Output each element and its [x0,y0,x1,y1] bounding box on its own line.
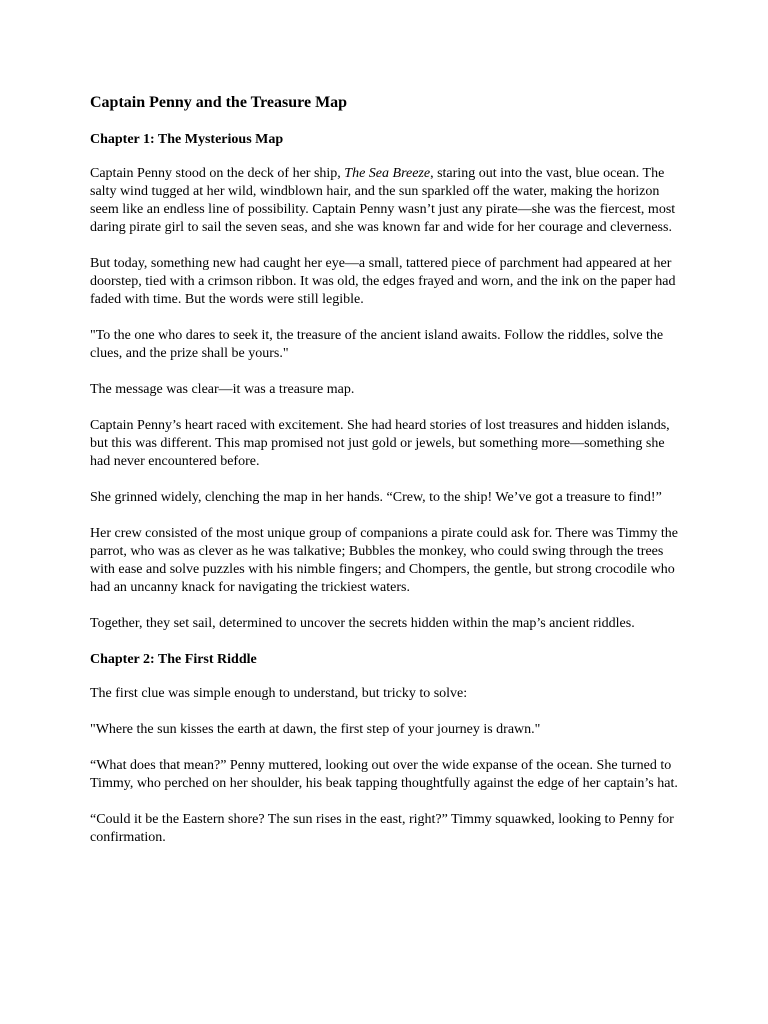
chapter-2-paragraph-2: "Where the sun kisses the earth at dawn, the first step of your journey is drawn." [90,722,541,737]
ship-name: The Sea Breeze [344,166,431,181]
document-title: Captain Penny and the Treasure Map [90,94,348,111]
paragraph-text: , staring out into the vast, blue ocean. The salty wind tugged at her wild, windblown hair, and the sun sparkled off the water, making the horizon seem like an endless line of possibility. Captain Penny wasn’t just any pirate—she was the fiercest, most daring pirate girl to sail the seven seas, and she was known far and wide for her courage and cleverness. [90,166,676,235]
chapter-1-heading: Chapter 1: The Mysterious Map [90,132,284,147]
chapter-1-paragraph-7: Her crew consisted of the most unique group of companions a pirate could ask for. There was Timmy the parrot, who was as clever as he was talkative; Bubbles the monkey, who could swing through the trees with ease and solve puzzles with his nimble fingers; and Chompers, the gentle, but strong crocodile who had an uncanny knack for navigating the trickiest waters. [90,526,679,595]
chapter-1-paragraph-2: But today, something new had caught her eye—a small, tattered piece of parchment had appeared at her doorstep, tied with a crimson ribbon. It was old, the edges frayed and worn, and the ink on the paper had faded with time. But the words were still legible. [90,256,676,307]
chapter-1-paragraph-8: Together, they set sail, determined to uncover the secrets hidden within the map’s ancient riddles. [90,616,635,631]
chapter-2-paragraph-4: “Could it be the Eastern shore? The sun rises in the east, right?” Timmy squawked, looking to Penny for confirmation. [90,812,674,845]
chapter-2-paragraph-3: “What does that mean?” Penny muttered, looking out over the wide expanse of the ocean. She turned to Timmy, who perched on her shoulder, his beak tapping thoughtfully against the edge of her captain’s hat. [90,758,678,791]
chapter-2-heading: Chapter 2: The First Riddle [90,652,257,667]
chapter-1-paragraph-3: "To the one who dares to seek it, the treasure of the ancient island awaits. Follow the riddles, solve the clues, and the prize shall be yours." [90,328,664,361]
document-page [90,93,680,865]
paragraph-text: Captain Penny stood on the deck of her ship, [90,166,345,181]
chapter-1-paragraph-4: The message was clear—it was a treasure map. [90,382,355,397]
chapter-1-paragraph-1 [90,165,680,237]
chapter-1-paragraph-5: Captain Penny’s heart raced with excitement. She had heard stories of lost treasures and hidden islands, but this was different. This map promised not just gold or jewels, but something more—something she had never encountered before. [90,418,670,469]
chapter-1-paragraph-6: She grinned widely, clenching the map in her hands. “Crew, to the ship! We’ve got a treasure to find!” [90,490,662,505]
chapter-2-paragraph-1: The first clue was simple enough to understand, but tricky to solve: [90,686,468,701]
